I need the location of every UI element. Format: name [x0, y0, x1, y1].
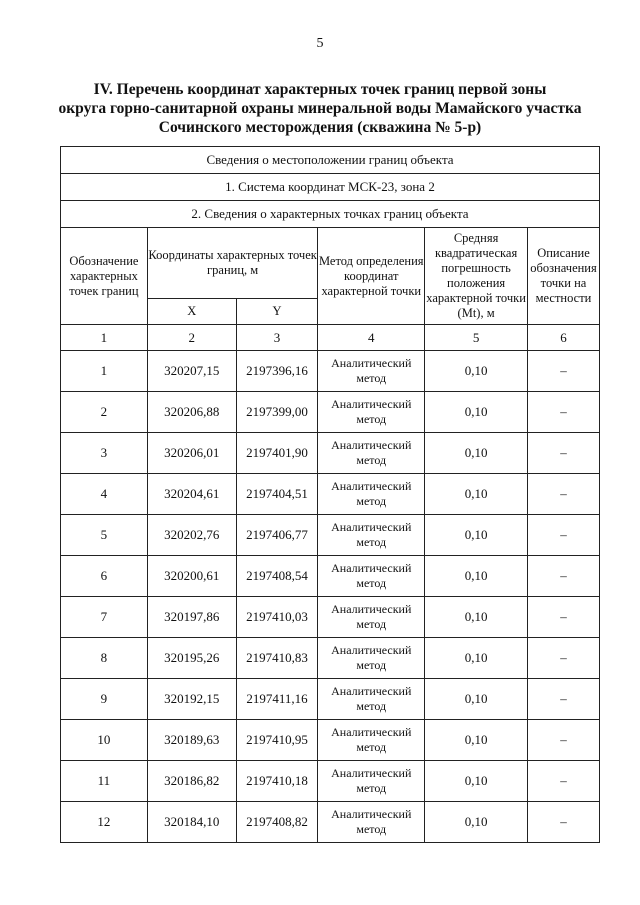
method-cell	[318, 433, 425, 474]
header-designation: Обозначение характерных точек границ	[61, 228, 148, 325]
point-number: 8	[61, 638, 148, 679]
method-line-1: Аналитический	[331, 602, 412, 616]
method-cell	[318, 474, 425, 515]
title-line-2: округа горно-санитарной охраны минеральной воды Мамайского участка	[58, 100, 582, 117]
header-x: X	[147, 299, 236, 325]
mean-square-error: 0,10	[425, 761, 528, 802]
mean-square-error: 0,10	[425, 638, 528, 679]
coord-x: 320197,86	[147, 597, 236, 638]
method-line-2: метод	[356, 535, 387, 549]
method-line-2: метод	[356, 740, 387, 754]
title-line-1: IV. Перечень координат характерных точек границ первой зоны	[93, 81, 547, 98]
method-cell	[318, 802, 425, 843]
method-line-1: Аналитический	[331, 397, 412, 411]
header-description: Описание обозначения точки на местности	[528, 228, 600, 325]
method-line-2: метод	[356, 658, 387, 672]
section-header: Сведения о местоположении границ объекта	[61, 147, 600, 174]
point-number: 4	[61, 474, 148, 515]
point-description: –	[528, 720, 600, 761]
coord-y: 2197410,83	[236, 638, 318, 679]
coord-y: 2197399,00	[236, 392, 318, 433]
column-number: 3	[236, 325, 318, 351]
point-description: –	[528, 761, 600, 802]
mean-square-error: 0,10	[425, 802, 528, 843]
mean-square-error: 0,10	[425, 597, 528, 638]
point-number: 12	[61, 802, 148, 843]
point-description: –	[528, 474, 600, 515]
coord-y: 2197401,90	[236, 433, 318, 474]
coordinate-system-row: 1. Система координат МСК-23, зона 2	[61, 174, 600, 201]
method-line-2: метод	[356, 699, 387, 713]
coord-x: 320195,26	[147, 638, 236, 679]
method-cell	[318, 638, 425, 679]
coord-y: 2197411,16	[236, 679, 318, 720]
method-cell	[318, 597, 425, 638]
mean-square-error: 0,10	[425, 679, 528, 720]
mean-square-error: 0,10	[425, 392, 528, 433]
column-number: 2	[147, 325, 236, 351]
table-row	[61, 515, 600, 556]
method-line-1: Аналитический	[331, 438, 412, 452]
coord-y: 2197396,16	[236, 351, 318, 392]
method-line-2: метод	[356, 781, 387, 795]
coord-x: 320192,15	[147, 679, 236, 720]
coord-y: 2197404,51	[236, 474, 318, 515]
coord-y: 2197408,82	[236, 802, 318, 843]
mean-square-error: 0,10	[425, 556, 528, 597]
coord-x: 320204,61	[147, 474, 236, 515]
method-cell	[318, 515, 425, 556]
point-number: 2	[61, 392, 148, 433]
method-cell	[318, 392, 425, 433]
column-number: 1	[61, 325, 148, 351]
method-cell	[318, 556, 425, 597]
point-number: 11	[61, 761, 148, 802]
document-title	[40, 80, 600, 137]
table-row	[61, 597, 600, 638]
table-row	[61, 351, 600, 392]
page-number: 5	[316, 36, 324, 51]
method-line-1: Аналитический	[331, 479, 412, 493]
coord-x: 320186,82	[147, 761, 236, 802]
coord-y: 2197410,18	[236, 761, 318, 802]
coord-x: 320206,88	[147, 392, 236, 433]
method-cell	[318, 761, 425, 802]
column-number: 4	[318, 325, 425, 351]
coord-y: 2197408,54	[236, 556, 318, 597]
table-row	[61, 474, 600, 515]
method-line-2: метод	[356, 576, 387, 590]
header-y: Y	[236, 299, 318, 325]
point-number: 1	[61, 351, 148, 392]
table-row	[61, 392, 600, 433]
point-description: –	[528, 556, 600, 597]
column-number: 6	[528, 325, 600, 351]
method-line-2: метод	[356, 822, 387, 836]
point-number: 5	[61, 515, 148, 556]
coord-x: 320184,10	[147, 802, 236, 843]
coord-y: 2197406,77	[236, 515, 318, 556]
method-line-2: метод	[356, 617, 387, 631]
table-row	[61, 720, 600, 761]
method-line-1: Аналитический	[331, 684, 412, 698]
mean-square-error: 0,10	[425, 515, 528, 556]
point-number: 6	[61, 556, 148, 597]
point-number: 7	[61, 597, 148, 638]
point-description: –	[528, 433, 600, 474]
column-number: 5	[425, 325, 528, 351]
coordinates-table	[60, 146, 600, 843]
points-info-row: 2. Сведения о характерных точках границ объекта	[61, 201, 600, 228]
method-line-1: Аналитический	[331, 356, 412, 370]
point-description: –	[528, 679, 600, 720]
method-line-2: метод	[356, 371, 387, 385]
point-description: –	[528, 597, 600, 638]
mean-square-error: 0,10	[425, 474, 528, 515]
point-description: –	[528, 638, 600, 679]
mean-square-error: 0,10	[425, 720, 528, 761]
method-line-1: Аналитический	[331, 766, 412, 780]
method-line-1: Аналитический	[331, 561, 412, 575]
method-cell	[318, 351, 425, 392]
mean-square-error: 0,10	[425, 433, 528, 474]
coord-y: 2197410,95	[236, 720, 318, 761]
coord-x: 320200,61	[147, 556, 236, 597]
method-line-1: Аналитический	[331, 725, 412, 739]
title-line-3: Сочинского месторождения (скважина № 5-р)	[158, 119, 482, 136]
method-line-2: метод	[356, 494, 387, 508]
coord-x: 320206,01	[147, 433, 236, 474]
point-number: 9	[61, 679, 148, 720]
table-row	[61, 556, 600, 597]
mean-square-error: 0,10	[425, 351, 528, 392]
method-line-1: Аналитический	[331, 520, 412, 534]
point-description: –	[528, 515, 600, 556]
coord-y: 2197410,03	[236, 597, 318, 638]
coord-x: 320207,15	[147, 351, 236, 392]
header-method: Метод определения координат характерной точки	[318, 228, 425, 325]
method-cell	[318, 720, 425, 761]
method-line-2: метод	[356, 412, 387, 426]
table-row	[61, 638, 600, 679]
table-row	[61, 761, 600, 802]
coord-x: 320189,63	[147, 720, 236, 761]
point-description: –	[528, 802, 600, 843]
point-description: –	[528, 351, 600, 392]
table-row	[61, 802, 600, 843]
method-line-1: Аналитический	[331, 643, 412, 657]
table-row	[61, 679, 600, 720]
method-line-1: Аналитический	[331, 807, 412, 821]
point-description: –	[528, 392, 600, 433]
header-error: Средняя квадратическая погрешность положения характерной точки (Mt), м	[425, 228, 528, 325]
point-number: 3	[61, 433, 148, 474]
table-row	[61, 433, 600, 474]
method-line-2: метод	[356, 453, 387, 467]
header-coordinates: Координаты характерных точек границ, м	[147, 228, 318, 299]
coord-x: 320202,76	[147, 515, 236, 556]
point-number: 10	[61, 720, 148, 761]
method-cell	[318, 679, 425, 720]
